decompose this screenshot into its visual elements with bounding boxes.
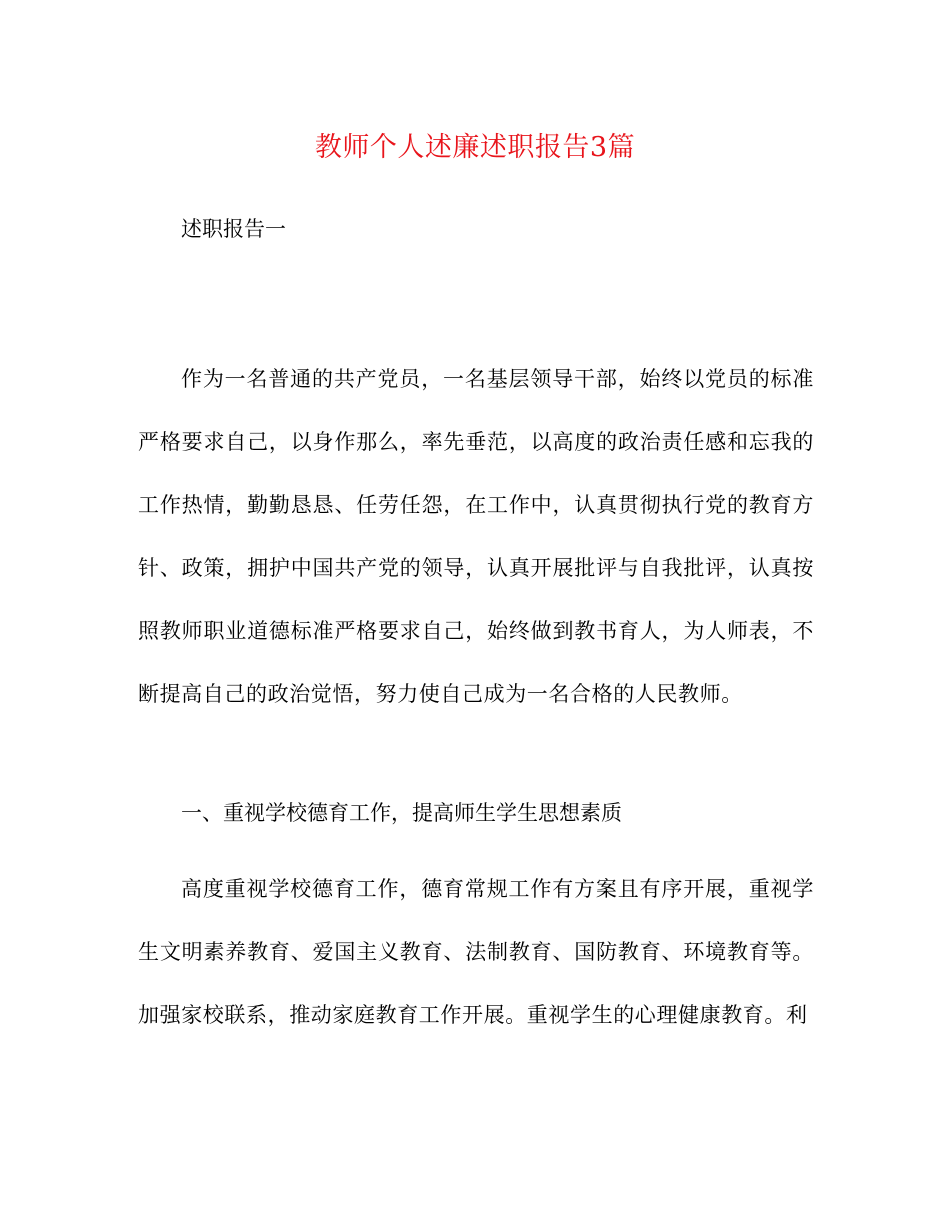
body-paragraph-2: 高度重视学校德育工作，德育常规工作有方案且有序开展，重视学生文明素养教育、爱国主义教育、法制教育、国防教育、环境教育等。加强家校联系，推动家庭教育工作开展。重视学生的心理健康教育。利 (138, 877, 814, 1027)
body-paragraph-1: 作为一名普通的共产党员，一名基层领导干部，始终以党员的标准严格要求自己，以身作那么，率先垂范，以高度的政治责任感和忘我的工作热情，勤勤恳恳、任劳任怨，在工作中，认真贯彻执行党的教育方针、政策，拥护中国共产党的领导，认真开展批评与自我批评，认真按照教师职业道德标准严格要求自己，始终做到教书育人，为人师表，不断提高自己的政治觉悟，努力使自己成为一名合格的人民教师。 (138, 367, 814, 706)
document-title: 教师个人述廉述职报告3篇 (314, 132, 636, 163)
section-heading: 述职报告一 (181, 217, 286, 241)
subheading-1: 一、重视学校德育工作，提高师生学生思想素质 (181, 801, 622, 825)
